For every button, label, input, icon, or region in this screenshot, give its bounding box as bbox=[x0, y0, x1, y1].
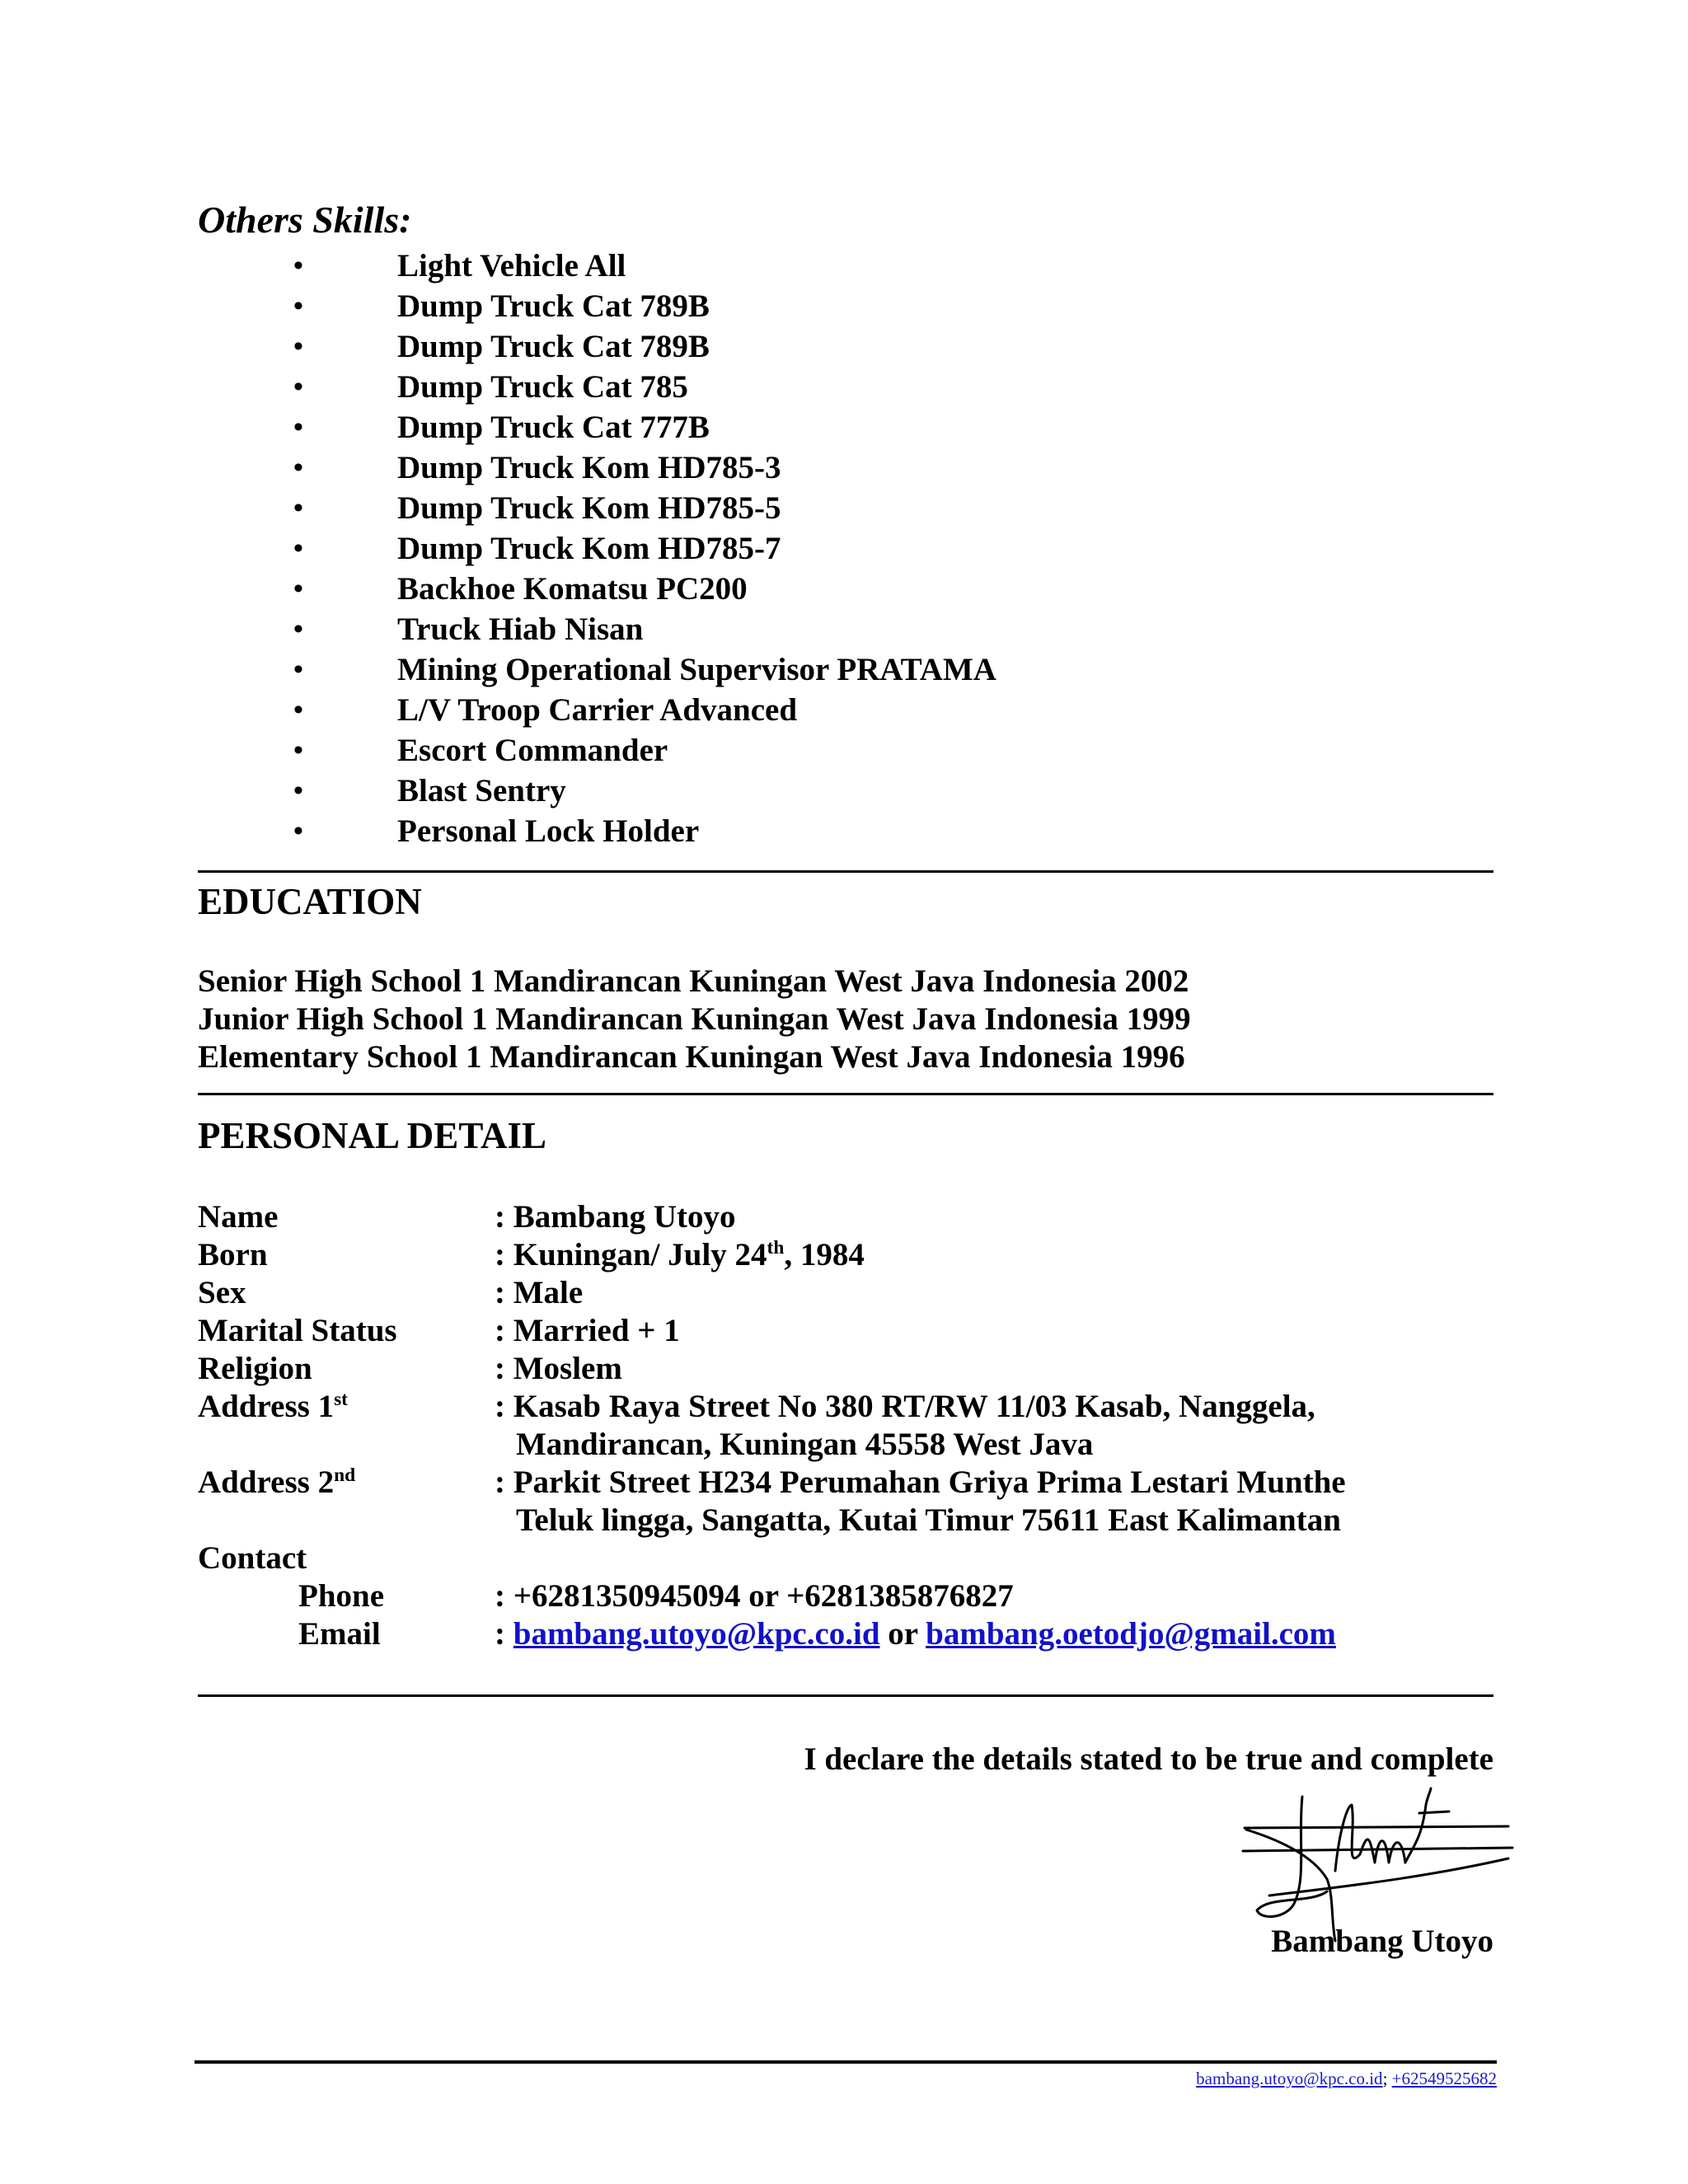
sex-value: : Male bbox=[495, 1275, 584, 1310]
skill-label: Dump Truck Kom HD785-5 bbox=[397, 490, 781, 526]
footer-contact: bambang.utoyo@kpc.co.id; +62549525682 bbox=[1196, 2069, 1497, 2088]
bullet-icon: • bbox=[293, 695, 303, 725]
born-label: Born bbox=[198, 1237, 268, 1272]
address2-line2: Teluk lingga, Sangatta, Kutai Timur 75611 East Kalimantan bbox=[516, 1502, 1341, 1538]
skill-label: Truck Hiab Nisan bbox=[397, 612, 644, 647]
email-value: : bambang.utoyo@kpc.co.id or bambang.oetodjo@gmail.com bbox=[495, 1616, 1336, 1652]
address1-line1: : Kasab Raya Street No 380 RT/RW 11/03 Kasab, Nanggela, bbox=[495, 1389, 1315, 1424]
skill-label: Dump Truck Kom HD785-3 bbox=[397, 450, 781, 485]
skill-label: Mining Operational Supervisor PRATAMA bbox=[397, 652, 996, 687]
section-divider bbox=[198, 870, 1493, 873]
skill-label: Backhoe Komatsu PC200 bbox=[397, 571, 748, 607]
education-line: Junior High School 1 Mandirancan Kuningan West Java Indonesia 1999 bbox=[198, 1001, 1191, 1037]
sex-label: Sex bbox=[198, 1275, 246, 1310]
bullet-icon: • bbox=[293, 291, 303, 321]
education-line: Elementary School 1 Mandirancan Kuningan West Java Indonesia 1996 bbox=[198, 1039, 1185, 1075]
bullet-icon: • bbox=[293, 372, 303, 402]
bullet-icon: • bbox=[293, 735, 303, 766]
bullet-icon: • bbox=[293, 331, 303, 362]
education-title: EDUCATION bbox=[198, 881, 422, 922]
footer-email-link[interactable]: bambang.utoyo@kpc.co.id bbox=[1196, 2069, 1383, 2088]
bullet-icon: • bbox=[293, 251, 303, 281]
phone-label: Phone bbox=[298, 1578, 385, 1614]
section-divider bbox=[198, 1093, 1493, 1095]
signature-image bbox=[1236, 1780, 1517, 1945]
bullet-icon: • bbox=[293, 776, 303, 806]
skill-label: Dump Truck Cat 789B bbox=[397, 329, 710, 364]
marital-status-value: : Married + 1 bbox=[495, 1313, 680, 1348]
email-link-personal[interactable]: bambang.oetodjo@gmail.com bbox=[926, 1616, 1336, 1652]
bullet-icon: • bbox=[293, 816, 303, 846]
name-value: : Bambang Utoyo bbox=[495, 1199, 736, 1235]
skill-label: Blast Sentry bbox=[397, 773, 566, 808]
skill-label: L/V Troop Carrier Advanced bbox=[397, 692, 798, 728]
phone-value: : +6281350945094 or +6281385876827 bbox=[495, 1578, 1014, 1614]
skill-label: Dump Truck Cat 789B bbox=[397, 288, 710, 324]
bullet-icon: • bbox=[293, 493, 303, 523]
bullet-icon: • bbox=[293, 614, 303, 644]
bullet-icon: • bbox=[293, 574, 303, 604]
name-label: Name bbox=[198, 1199, 279, 1235]
email-label: Email bbox=[298, 1616, 381, 1652]
address2-label: Address 2nd bbox=[198, 1465, 356, 1500]
bullet-icon: • bbox=[293, 412, 303, 443]
address2-line1: : Parkit Street H234 Perumahan Griya Prima Lestari Munthe bbox=[495, 1465, 1346, 1500]
skill-label: Dump Truck Cat 785 bbox=[397, 369, 688, 405]
born-value: : Kuningan/ July 24th, 1984 bbox=[495, 1237, 865, 1272]
address1-line2: Mandirancan, Kuningan 45558 West Java bbox=[516, 1427, 1094, 1462]
skill-label: Light Vehicle All bbox=[397, 248, 626, 284]
bullet-icon: • bbox=[293, 452, 303, 483]
signer-name: Bambang Utoyo bbox=[1271, 1924, 1493, 1959]
education-line: Senior High School 1 Mandirancan Kuningan West Java Indonesia 2002 bbox=[198, 963, 1189, 999]
footer-phone-link[interactable]: +62549525682 bbox=[1391, 2069, 1497, 2088]
bullet-icon: • bbox=[293, 533, 303, 564]
address1-label: Address 1st bbox=[198, 1389, 348, 1424]
marital-status-label: Marital Status bbox=[198, 1313, 397, 1348]
religion-label: Religion bbox=[198, 1351, 312, 1386]
skill-label: Escort Commander bbox=[397, 733, 668, 768]
personal-detail-title: PERSONAL DETAIL bbox=[198, 1115, 547, 1156]
skill-label: Dump Truck Cat 777B bbox=[397, 410, 710, 445]
email-link-work[interactable]: bambang.utoyo@kpc.co.id bbox=[513, 1616, 880, 1652]
skill-label: Personal Lock Holder bbox=[397, 813, 700, 849]
contact-label: Contact bbox=[198, 1540, 307, 1576]
declaration-text: I declare the details stated to be true and complete bbox=[804, 1741, 1493, 1777]
skill-label: Dump Truck Kom HD785-7 bbox=[397, 531, 781, 566]
other-skills-heading: Others Skills: bbox=[198, 199, 412, 241]
religion-value: : Moslem bbox=[495, 1351, 622, 1386]
bullet-icon: • bbox=[293, 654, 303, 685]
section-divider bbox=[198, 1694, 1493, 1697]
footer-divider bbox=[195, 2060, 1497, 2064]
